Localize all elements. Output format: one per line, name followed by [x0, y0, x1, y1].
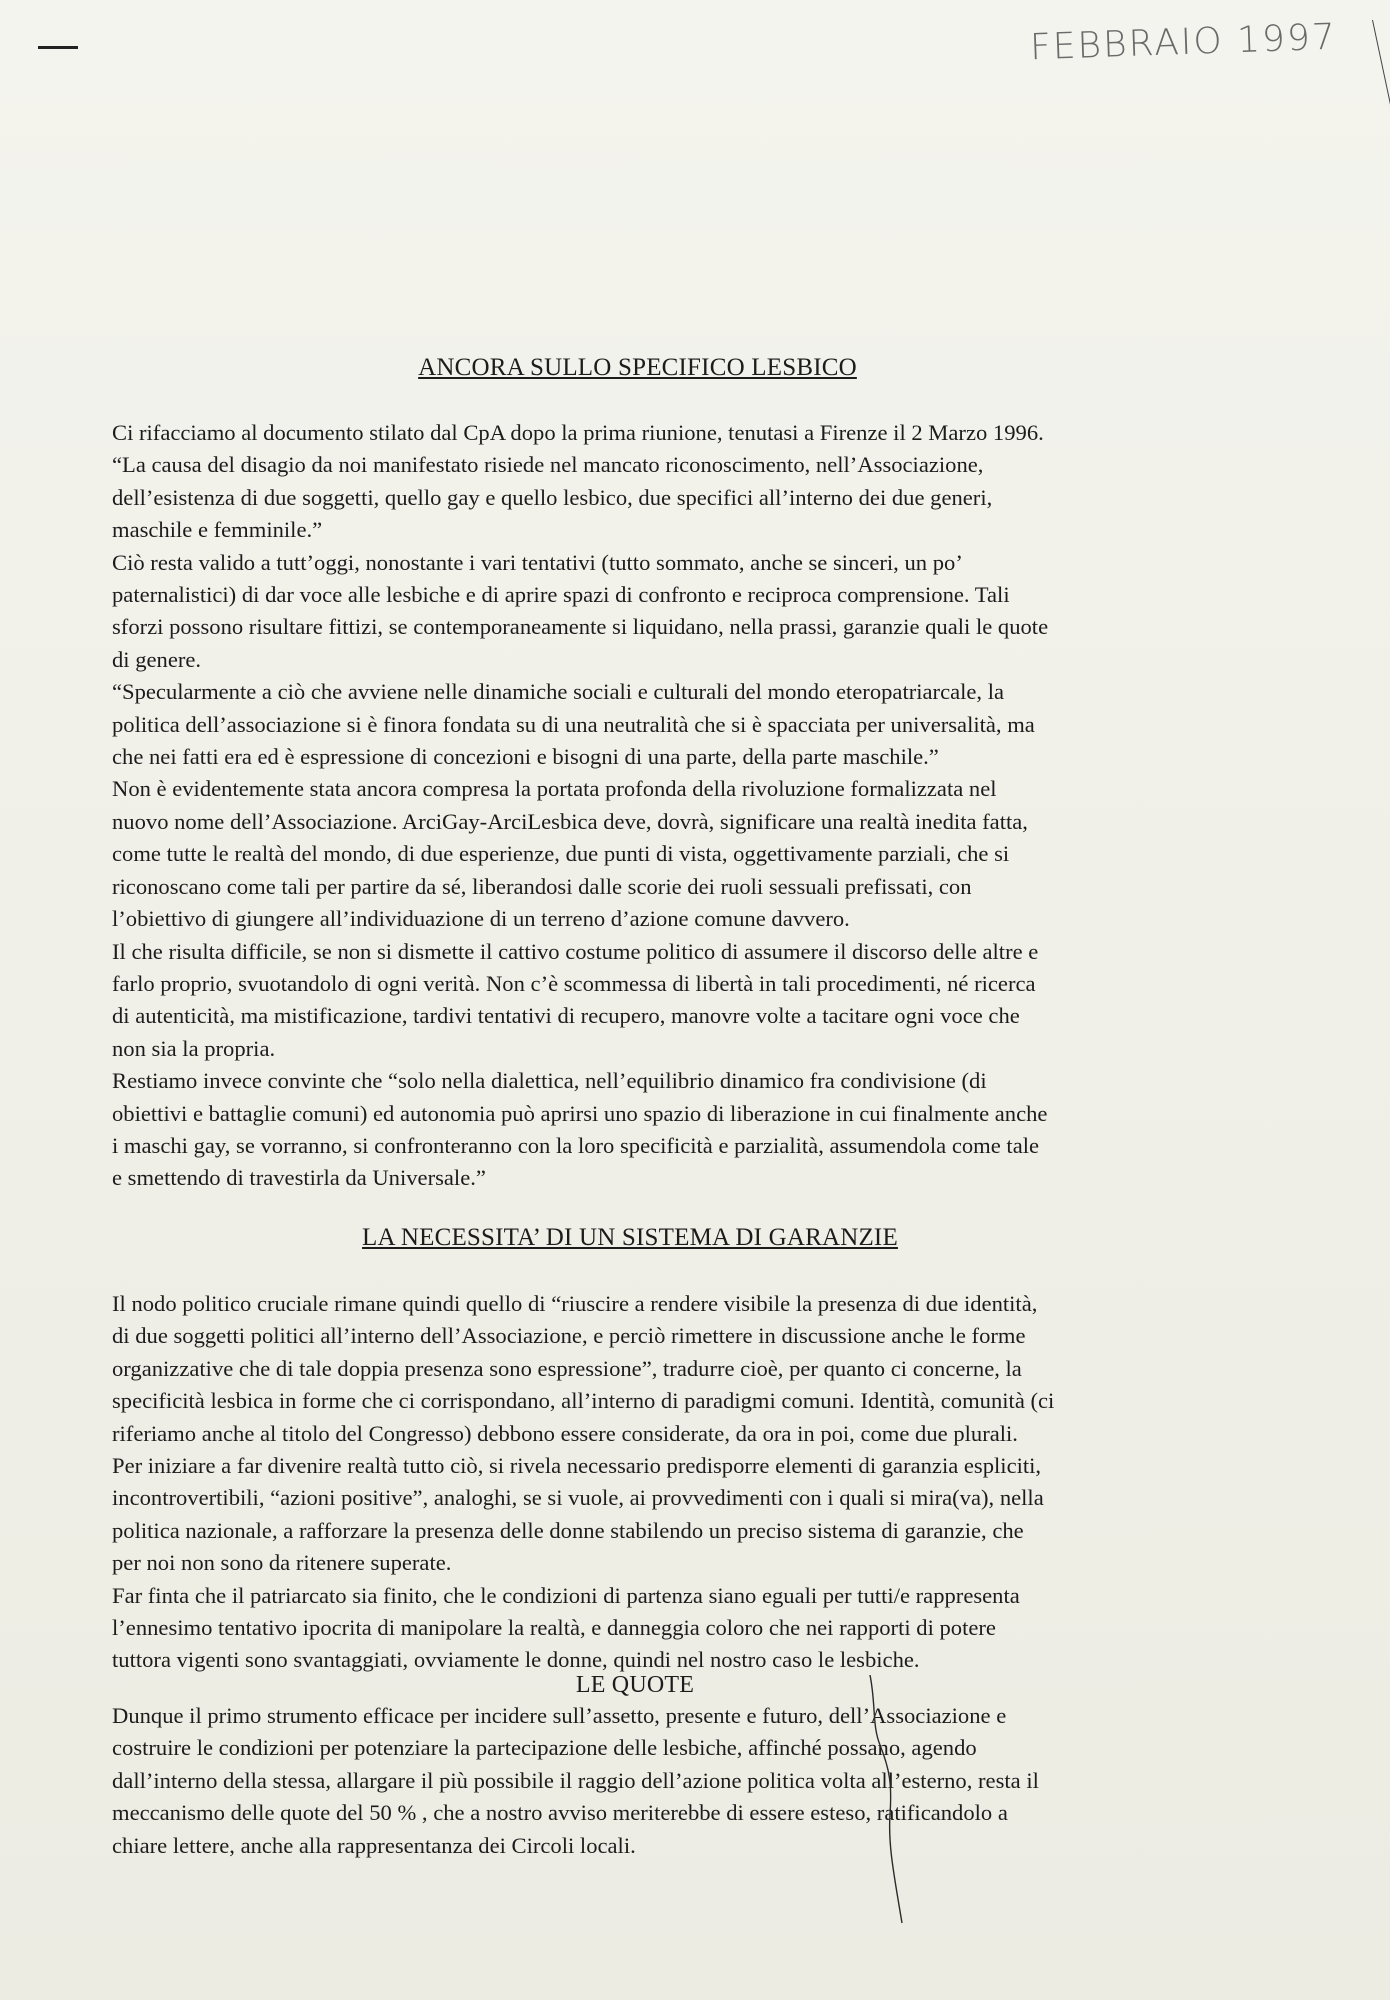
text-line: Far finta che il patriarcato sia finito, che le condizioni di partenza siano eguali per tutti/e rappresenta	[112, 1582, 1020, 1608]
text-line: chiare lettere, anche alla rappresentanza dei Circoli locali.	[112, 1832, 636, 1858]
section-title-sistema-garanzie: LA NECESSITA’ DI UN SISTEMA DI GARANZIE	[362, 1224, 898, 1251]
section-title-specifico-lesbico: ANCORA SULLO SPECIFICO LESBICO	[418, 354, 857, 381]
text-line: Non è evidentemente stata ancora compresa la portata profonda della rivoluzione formalizzata nel	[112, 776, 997, 802]
text-line: dall’interno della stessa, allargare il più possibile il raggio dell’azione politica volta all’esterno, resta il	[112, 1767, 1039, 1793]
text-line: come tutte le realtà del mondo, di due esperienze, due punti di vista, oggettivamente parziali, che si	[112, 841, 1010, 867]
text-line: Per iniziare a far divenire realtà tutto ciò, si rivela necessario predisporre elementi di garanzia espliciti,	[112, 1453, 1042, 1479]
text-line: specificità lesbica in forme che ci corrispondano, all’interno di paradigmi comuni. Identità, comunità (ci	[112, 1388, 1055, 1414]
text-line: riferiamo anche al titolo del Congresso) debbono essere considerate, da ora in poi, come due plurali.	[112, 1420, 1018, 1446]
text-line: Il che risulta difficile, se non si dismette il cattivo costume politico di assumere il discorso delle altre e	[112, 938, 1039, 964]
text-line: di autenticità, ma mistificazione, tardivi tentativi di recupero, manovre volte a tacitare ogni voce che	[112, 1003, 1020, 1029]
section-title-le-quote: LE QUOTE	[575, 1672, 695, 1698]
text-line: che nei fatti era ed è espressione di concezioni e bisogni di una parte, della parte maschile.”	[112, 744, 939, 770]
text-line: organizzative che di tale doppia presenza sono espressione”, tradurre cioè, per quanto ci concerne, la	[112, 1355, 1022, 1381]
text-line: meccanismo delle quote del 50 % , che a nostro avviso meriterebbe di essere esteso, ratificandolo a	[112, 1800, 1008, 1826]
text-line: obiettivi e battaglie comuni) ed autonomia può aprirsi uno spazio di liberazione in cui finalmente anche	[112, 1100, 1048, 1126]
section-body-le-quote	[112, 1700, 1237, 1862]
text-line: riconoscano come tali per partire da sé, liberandosi dalle scorie dei ruoli sessuali prefissati, con	[112, 873, 972, 899]
text-line: non sia la propria.	[112, 1035, 276, 1061]
text-line: sforzi possono risultare fittizi, se contemporaneamente si liquidano, nella prassi, garanzie quali le quote	[112, 614, 1049, 640]
pen-dash-mark	[38, 46, 78, 49]
text-line: Il nodo politico cruciale rimane quindi quello di “riuscire a rendere visibile la presenza di due identità,	[112, 1291, 1038, 1316]
text-line: maschile e femminile.”	[112, 517, 323, 543]
text-line: incontrovertibili, “azioni positive”, analoghi, se si vuole, ai provvedimenti con i quali si mira(va), nella	[112, 1485, 1044, 1511]
text-line: Restiamo invece convinte che “solo nella dialettica, nell’equilibrio dinamico fra condivisione (di	[112, 1068, 987, 1094]
text-line: Ci rifacciamo al documento stilato dal CpA dopo la prima riunione, tenutasi a Firenze il 2 Marzo 1996.	[112, 420, 1044, 445]
text-line: di due soggetti politici all’interno dell’Associazione, e perciò rimettere in discussione anche le forme	[112, 1323, 1026, 1349]
text-line: nuovo nome dell’Associazione. ArciGay-ArciLesbica deve, dovrà, significare una realtà inedita fatta,	[112, 808, 1028, 834]
text-line: per noi non sono da ritenere superate.	[112, 1550, 452, 1576]
text-line: di genere.	[112, 646, 202, 672]
text-line: tuttora vigenti sono svantaggiati, ovviamente le donne, quindi nel nostro caso le lesbiche.	[112, 1647, 920, 1673]
text-line: l’obiettivo di giungere all’individuazione di un terreno d’azione comune davvero.	[112, 906, 850, 932]
text-line: Ciò resta valido a tutt’oggi, nonostante i vari tentativi (tutto sommato, anche se sinceri, un po’	[112, 549, 963, 575]
text-line: “Specularmente a ciò che avviene nelle dinamiche sociali e culturali del mondo eteropatriarcale, la	[112, 679, 1005, 705]
text-line: “La causa del disagio da noi manifestato risiede nel mancato riconoscimento, nell’Associazione,	[112, 452, 984, 478]
text-line: Dunque il primo strumento efficace per incidere sull’assetto, presente e futuro, dell’Associazione e	[112, 1703, 1007, 1728]
text-line: dell’esistenza di due soggetti, quello gay e quello lesbico, due specifici all’interno dei due generi,	[112, 484, 993, 510]
text-line: l’ennesimo tentativo ipocrita di manipolare la realtà, e danneggia coloro che nei rapporti di potere	[112, 1615, 996, 1641]
text-line: farlo proprio, svuotandolo di ogni verità. Non c’è scommessa di libertà in tali procedimenti, né ricerca	[112, 970, 1036, 996]
text-line: e smettendo di travestirla da Universale.”	[112, 1165, 486, 1191]
section-body-specifico-lesbico	[112, 417, 1237, 1195]
handwritten-date: FEBBRAIO 1997	[1029, 16, 1338, 69]
pen-stroke-mark	[862, 1675, 922, 1925]
text-line: costruire le condizioni per potenziare la partecipazione delle lesbiche, affinché possano, agendo	[112, 1735, 977, 1761]
text-line: i maschi gay, se vorranno, si confronteranno con la loro specificità e parzialità, assumendola come tale	[112, 1132, 1040, 1158]
edge-pen-line	[1372, 20, 1390, 147]
text-line: paternalistici) di dar voce alle lesbiche e di aprire spazi di confronto e reciproca comprensione. Tali	[112, 582, 1010, 608]
text-line: politica dell’associazione si è finora fondata su di una neutralità che si è spacciata per universalità, ma	[112, 711, 1035, 737]
text-line: politica nazionale, a rafforzare la presenza delle donne stabilendo un preciso sistema di garanzie, che	[112, 1517, 1024, 1543]
section-body-sistema-garanzie	[112, 1288, 1237, 1677]
